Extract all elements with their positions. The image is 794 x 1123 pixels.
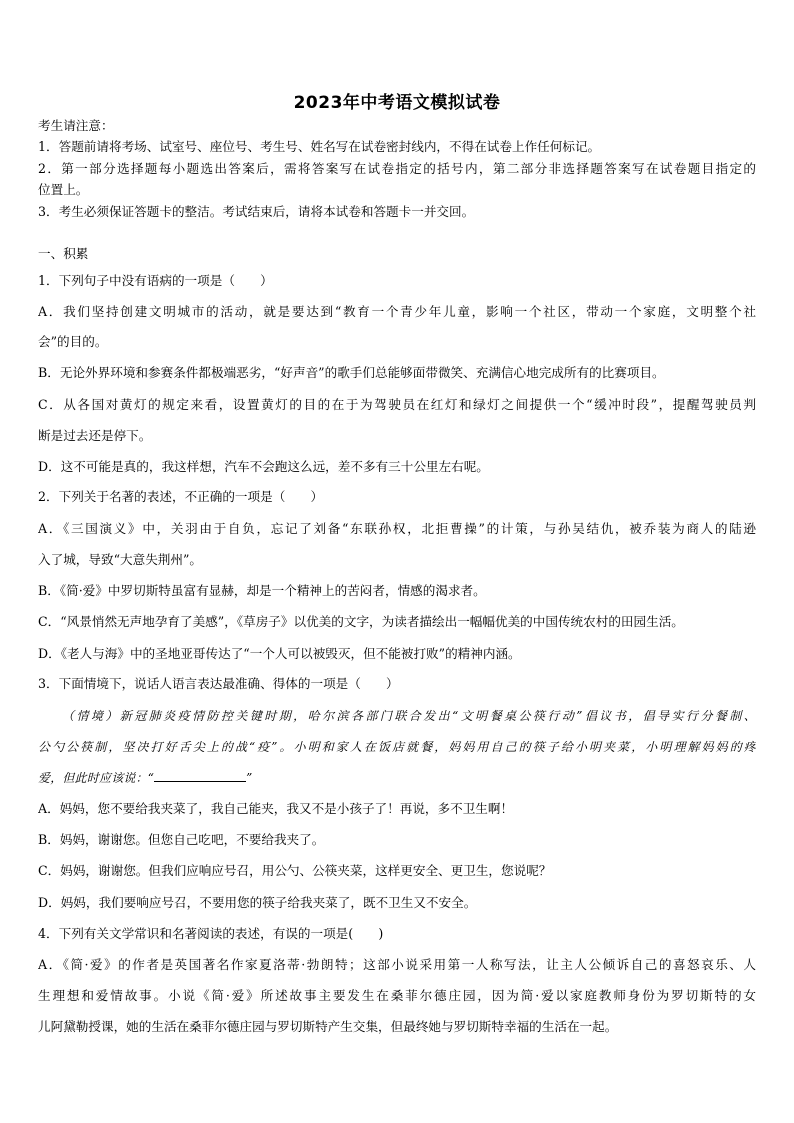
notice-item: 1．答题前请将考场、试室号、座位号、考生号、姓名写在试卷密封线内，不得在试卷上作任何标记。	[38, 139, 601, 154]
question-1-option-a: A．我们坚持创建文明城市的活动，就是要达到“教育一个青少年儿童，影响一个社区，带动一个家庭，文明整个社	[38, 304, 756, 319]
scenario-close-quote: ”	[246, 771, 253, 785]
answer-blank	[154, 769, 246, 782]
question-3-option-d: D．妈妈，我们要响应号召，不要用您的筷子给我夹菜了，既不卫生又不安全。	[38, 895, 477, 910]
section-heading: 一、积累	[38, 246, 89, 261]
notice-item: 2．第一部分选择题每小题选出答案后，需将答案写在试卷指定的括号内，第二部分非选择题答案写在试卷题目指定的	[38, 161, 756, 176]
question-3-scenario-cont: 公勺公筷制，坚决打好舌尖上的战“疫”。小明和家人在饭店就餐，妈妈用自己的筷子给小明夹菜，小明理解妈妈的疼	[38, 740, 756, 754]
question-1-option-c: C．从各国对黄灯的规定来看，设置黄灯的目的在于为驾驶员在红灯和绿灯之间提供一个“缓冲时段”，提醒驾驶员判	[38, 397, 756, 412]
notice-item: 3．考生必须保证答题卡的整洁。考试结束后，请将本试卷和答题卡一并交回。	[38, 204, 475, 219]
question-3-scenario-end	[38, 769, 756, 787]
question-4-stem: 4．下列有关文学常识和名著阅读的表述，有误的一项是( )	[38, 926, 384, 941]
question-1-option-d: D．这不可能是真的，我这样想，汽车不会跑这么远，差不多有三十公里左右呢。	[38, 459, 489, 474]
question-2-option-a-cont: 入了城，导致“大意失荆州”。	[38, 552, 203, 567]
question-2-stem: 2．下列关于名著的表述，不正确的一项是（ ）	[38, 489, 324, 504]
question-3-option-b: B．妈妈，谢谢您。但您自己吃吧，不要给我夹了。	[38, 832, 325, 847]
question-3-stem: 3．下面情境下，说话人语言表达最准确、得体的一项是（ ）	[38, 676, 399, 691]
question-1-option-b: B．无论外界环境和参赛条件都极端恶劣，“好声音”的歌手们总能够面带微笑、充满信心地完成所有的比赛项目。	[38, 365, 665, 380]
question-1-option-a-cont: 会”的目的。	[38, 334, 108, 349]
scenario-text: 爱，但此时应该说：“	[38, 771, 155, 785]
notice-item: 位置上。	[38, 182, 89, 197]
question-2-option-b: B．《简·爱》中罗切斯特虽富有显赫，却是一个精神上的苦闷者，情感的渴求者。	[38, 583, 486, 598]
question-2-option-c: C．“风景悄然无声地孕育了美感”，《草房子》以优美的文字，为读者描绘出一幅幅优美的中国传统农村的田园生活。	[38, 614, 684, 629]
question-1-option-c-cont: 断是过去还是停下。	[38, 428, 152, 443]
question-1-stem: 1．下列句子中没有语病的一项是（ ）	[38, 273, 273, 288]
question-4-option-a-cont: 儿阿黛勒授课，她的生活在桑菲尔德庄园与罗切斯特产生交集，但最终她与罗切斯特幸福的生活在一起。	[38, 1019, 618, 1034]
question-4-option-a-cont: 生理想和爱情故事。小说《简·爱》所述故事主要发生在桑菲尔德庄园，因为简·爱以家庭教师身份为罗切斯特的女	[38, 988, 756, 1003]
question-3-option-a: A．妈妈，您不要给我夹菜了，我自己能夹，我又不是小孩子了！再说，多不卫生啊！	[38, 801, 514, 816]
question-3-option-c: C．妈妈，谢谢您。但我们应响应号召，用公勺、公筷夹菜，这样更安全、更卫生，您说呢？	[38, 863, 552, 878]
page-title: 2023年中考语文模拟试卷	[293, 93, 501, 113]
question-2-option-a: A．《三国演义》中，关羽由于自负，忘记了刘备“东联孙权，北拒曹操”的计策，与孙吴结仇，被乔装为商人的陆逊	[38, 521, 756, 536]
question-2-option-d: D．《老人与海》中的圣地亚哥传达了“一个人可以被毁灭，但不能被打败”的精神内涵。	[38, 646, 521, 661]
question-4-option-a: A．《简·爱》的作者是英国著名作家夏洛蒂·勃朗特；这部小说采用第一人称写法，让主人公倾诉自己的喜怒哀乐、人	[38, 957, 756, 972]
question-3-scenario: （情境）新冠肺炎疫情防控关键时期，哈尔滨各部门联合发出“文明餐桌公筷行动”倡议书，倡导实行分餐制、	[62, 709, 756, 723]
notice-heading: 考生请注意：	[38, 118, 114, 133]
